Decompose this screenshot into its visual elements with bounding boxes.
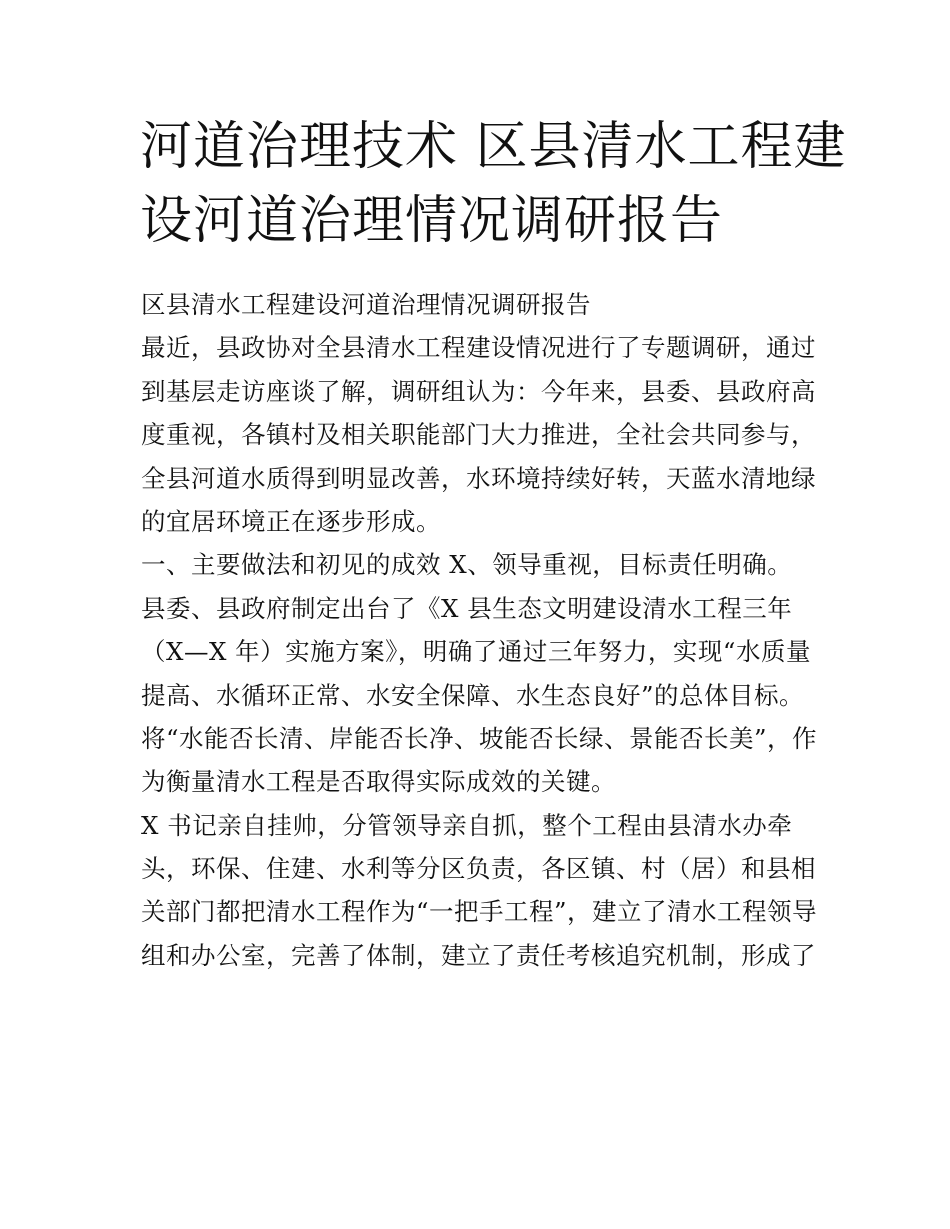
paragraph-line: 为衡量清水工程是否取得实际成效的关键。 [141, 767, 616, 797]
paragraph-line: X 书记亲自挂帅，分管领导亲自抓，整个工程由县清水办牵 [141, 810, 793, 840]
paragraph-line: 全县河道水质得到明显改善，水环境持续好转，天蓝水清地绿 [141, 463, 816, 493]
section-heading-line: 一、主要做法和初见的成效 X、领导重视，目标责任明确。 [141, 550, 793, 580]
paragraph-line: 组和办公室，完善了体制，建立了责任考核追究机制，形成了 [141, 940, 816, 970]
document-body [141, 283, 831, 977]
paragraph-line: 的宜居环境正在逐步形成。 [141, 506, 441, 536]
paragraph-line: 到基层走访座谈了解，调研组认为：今年来，县委、县政府高 [141, 376, 816, 406]
title-line: 河道治理技术 区县清水工程建 [140, 117, 847, 177]
paragraph-line: 头，环保、住建、水利等分区负责，各区镇、村（居）和县相 [141, 854, 816, 884]
subtitle-line: 区县清水工程建设河道治理情况调研报告 [141, 290, 591, 319]
paragraph-line: 县委、县政府制定出台了《X 县生态文明建设清水工程三年 [141, 593, 793, 623]
paragraph-line: 关部门都把清水工程作为“一把手工程”，建立了清水工程领导 [141, 897, 818, 927]
paragraph-line: 度重视，各镇村及相关职能部门大力推进，全社会共同参与， [141, 420, 816, 450]
document-title [140, 110, 847, 258]
paragraph-line: 将“水能否长清、岸能否长净、坡能否长绿、景能否长美”，作 [141, 723, 818, 753]
paragraph-line: 最近，县政协对全县清水工程建设情况进行了专题调研，通过 [141, 333, 816, 363]
paragraph-line: （X—X 年）实施方案》，明确了通过三年努力，实现“水质量 [141, 637, 811, 667]
title-line: 设河道治理情况调研报告 [140, 191, 724, 251]
paragraph-line: 提高、水循环正常、水安全保障、水生态良好”的总体目标。 [141, 680, 805, 710]
